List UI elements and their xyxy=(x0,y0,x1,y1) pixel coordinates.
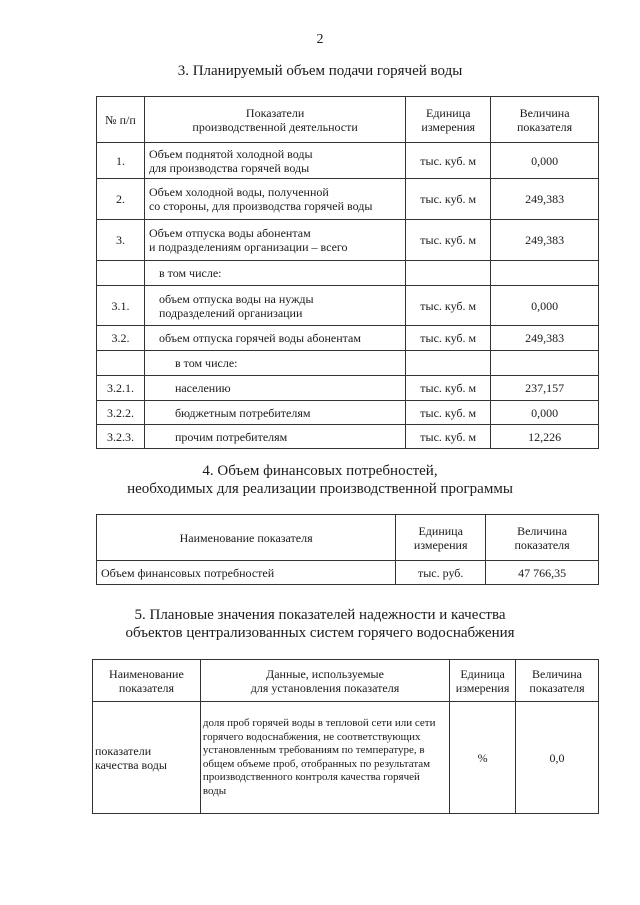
header-value: Величина показателя xyxy=(491,97,599,143)
row-unit: тыс. куб. м xyxy=(406,143,491,179)
header-indicator-name: Наименование показателя xyxy=(93,660,201,702)
row-unit xyxy=(406,351,491,376)
row-unit xyxy=(406,261,491,286)
table-row xyxy=(97,261,599,286)
table-row xyxy=(97,351,599,376)
row-unit: тыс. куб. м xyxy=(406,179,491,220)
row-num: 2. xyxy=(97,179,145,220)
row-name: прочим потребителям xyxy=(144,425,405,449)
header-data-used: Данные, используемые для установления показателя xyxy=(200,660,449,702)
row-unit: % xyxy=(450,702,516,814)
row-num: 3.2. xyxy=(97,326,145,351)
row-num xyxy=(97,351,145,376)
row-name: бюджетным потребителям xyxy=(144,401,405,425)
row-value: 249,383 xyxy=(491,326,599,351)
header-indicator-name: Наименование показателя xyxy=(97,515,396,561)
header-num: № п/п xyxy=(97,97,145,143)
financial-needs-table xyxy=(96,514,599,585)
row-unit: тыс. руб. xyxy=(396,561,486,585)
row-unit: тыс. куб. м xyxy=(406,401,491,425)
section4-title-line2: необходимых для реализации производственной программы xyxy=(127,481,513,497)
row-num xyxy=(97,261,145,286)
row-name: в том числе: xyxy=(144,351,405,376)
row-unit: тыс. куб. м xyxy=(406,376,491,401)
row-value: 12,226 xyxy=(491,425,599,449)
table-row xyxy=(97,376,599,401)
section4-title-line1: 4. Объем финансовых потребностей, xyxy=(202,463,438,479)
page-number: 2 xyxy=(316,32,324,47)
table-row xyxy=(97,143,599,179)
row-value: 0,000 xyxy=(491,401,599,425)
header-value: Величина показателя xyxy=(516,660,599,702)
table-row xyxy=(97,220,599,261)
row-num: 3.2.2. xyxy=(97,401,145,425)
row-value xyxy=(491,261,599,286)
row-value: 47 766,35 xyxy=(486,561,599,585)
table-header-row xyxy=(97,97,599,143)
row-data: доля проб горячей воды в тепловой сети или сети горячего водоснабжения, не соответствующих установленным требованиям по температуре, в общем объеме проб, отобранных по результатам производственного контроля качества горячей воды xyxy=(200,702,449,814)
hot-water-supply-table xyxy=(96,96,599,449)
row-num: 3.1. xyxy=(97,286,145,326)
row-unit: тыс. куб. м xyxy=(406,425,491,449)
row-name: населению xyxy=(144,376,405,401)
row-name: объем отпуска горячей воды абонентам xyxy=(144,326,405,351)
table-row xyxy=(97,286,599,326)
row-name: Объем финансовых потребностей xyxy=(97,561,396,585)
row-num: 3. xyxy=(97,220,145,261)
row-name: Объем холодной воды, полученной со стороны, для производства горячей воды xyxy=(144,179,405,220)
row-value: 237,157 xyxy=(491,376,599,401)
header-unit: Единица измерения xyxy=(406,97,491,143)
table-row xyxy=(97,401,599,425)
table-row xyxy=(97,179,599,220)
row-num: 1. xyxy=(97,143,145,179)
row-name: в том числе: xyxy=(144,261,405,286)
header-unit: Единица измерения xyxy=(396,515,486,561)
row-name: показатели качества воды xyxy=(93,702,201,814)
section5-title-line2: объектов централизованных систем горячего водоснабжения xyxy=(125,625,515,641)
header-value: Величина показателя xyxy=(486,515,599,561)
row-value: 249,383 xyxy=(491,220,599,261)
row-value: 0,000 xyxy=(491,286,599,326)
row-value: 249,383 xyxy=(491,179,599,220)
table-row xyxy=(93,702,599,814)
reliability-quality-table xyxy=(92,659,599,814)
table-header-row xyxy=(93,660,599,702)
table-header-row xyxy=(97,515,599,561)
row-num: 3.2.3. xyxy=(97,425,145,449)
row-num: 3.2.1. xyxy=(97,376,145,401)
row-name: Объем поднятой холодной воды для производства горячей воды xyxy=(144,143,405,179)
section3-title: 3. Планируемый объем подачи горячей воды xyxy=(177,63,463,79)
table-row xyxy=(97,425,599,449)
row-value: 0,000 xyxy=(491,143,599,179)
row-name: объем отпуска воды на нужды подразделений организации xyxy=(144,286,405,326)
row-unit: тыс. куб. м xyxy=(406,220,491,261)
table-row xyxy=(97,561,599,585)
table-row xyxy=(97,326,599,351)
row-value: 0,0 xyxy=(516,702,599,814)
row-unit: тыс. куб. м xyxy=(406,286,491,326)
row-unit: тыс. куб. м xyxy=(406,326,491,351)
row-value xyxy=(491,351,599,376)
section5-title-line1: 5. Плановые значения показателей надежности и качества xyxy=(134,607,506,623)
header-indicators: Показатели производственной деятельности xyxy=(144,97,405,143)
row-name: Объем отпуска воды абонентам и подразделениям организации – всего xyxy=(144,220,405,261)
header-unit: Единица измерения xyxy=(450,660,516,702)
